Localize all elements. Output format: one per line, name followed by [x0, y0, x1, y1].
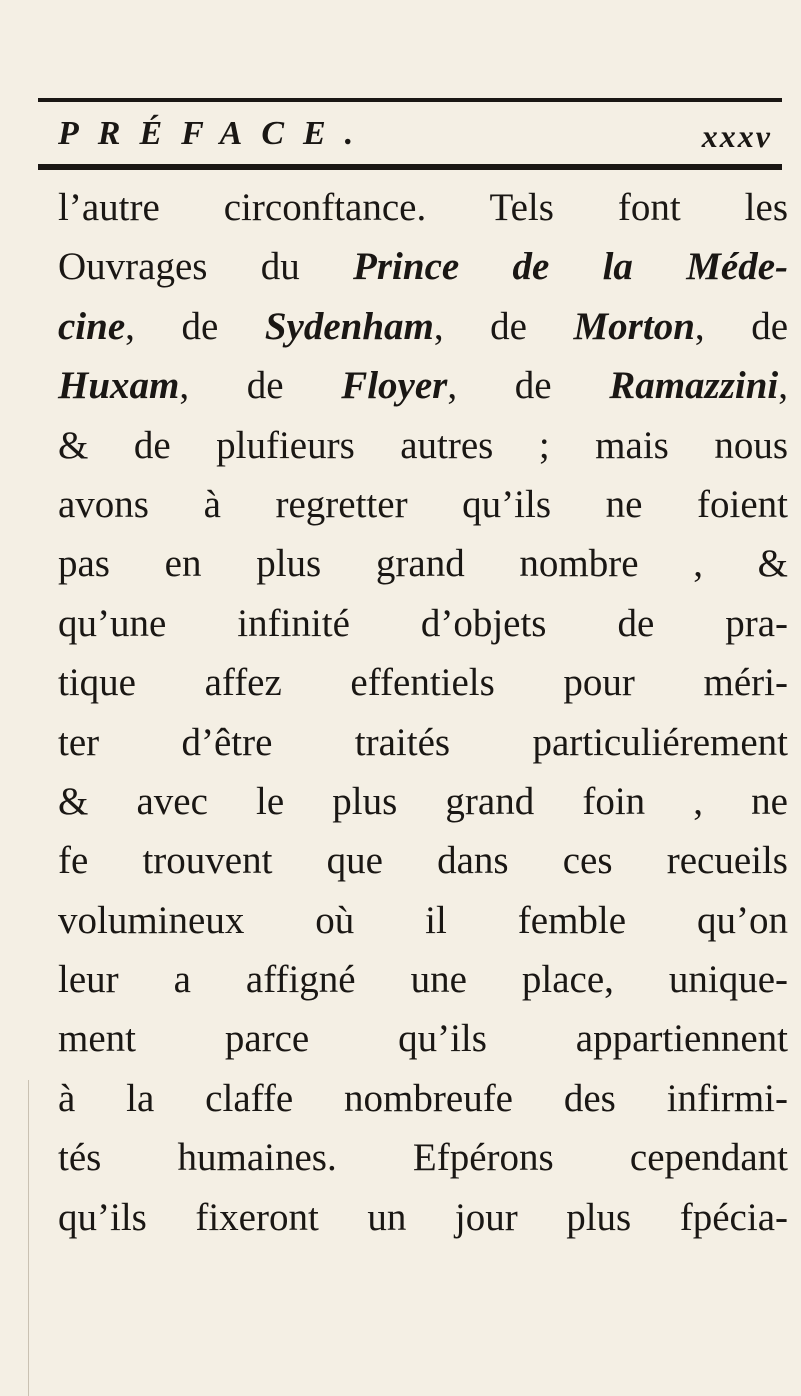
text-run: , de	[125, 304, 265, 348]
text-run: tique affez effentiels pour méri-	[58, 661, 788, 705]
text-run: l’autre circonftance. Tels font les	[58, 186, 788, 229]
text-run: ,	[778, 364, 789, 408]
italic-name: Ramazzini	[609, 364, 779, 408]
page-edge-shadow	[28, 1080, 29, 1396]
text-run: ment parce qu’ils appartiennent	[58, 1017, 788, 1061]
text-run: qu’ils fixeront un jour plus fpécia-	[58, 1195, 788, 1239]
header-rule-bottom	[38, 164, 782, 170]
running-head	[58, 108, 782, 160]
text-run: avons à regretter qu’ils ne foient	[58, 482, 788, 526]
text-run: , de	[433, 304, 574, 348]
text-line	[58, 891, 788, 950]
italic-name: Floyer	[341, 364, 448, 408]
text-line	[58, 1069, 788, 1128]
text-run: ter d’être traités particuliérement	[58, 720, 788, 764]
text-run: & de plufieurs autres ; mais nous	[58, 423, 788, 467]
text-line	[58, 534, 788, 593]
running-head-title: PRÉFACE.	[58, 115, 373, 152]
text-run: , de	[694, 304, 788, 348]
text-run: , de	[179, 364, 342, 408]
page-number: xxxv	[701, 118, 772, 154]
text-line	[58, 653, 788, 712]
text-line	[58, 713, 788, 772]
text-line	[58, 1128, 788, 1187]
text-line	[58, 594, 788, 653]
text-run: , de	[447, 364, 610, 408]
italic-name: Sydenham	[264, 304, 434, 348]
text-line	[58, 831, 788, 890]
text-run: volumineux où il femble qu’on	[58, 898, 788, 942]
text-run: tés humaines. Efpérons cependant	[58, 1136, 788, 1180]
text-line	[58, 1009, 788, 1068]
text-line	[58, 178, 788, 237]
text-run: qu’une infinité d’objets de pra-	[58, 601, 788, 645]
italic-name: Morton	[573, 304, 695, 348]
text-line	[58, 356, 788, 415]
text-run: fe trouvent que dans ces recueils	[58, 839, 788, 883]
text-run: & avec le plus grand foin , ne	[58, 779, 788, 823]
text-line	[58, 475, 788, 534]
italic-name: cine	[58, 304, 126, 348]
text-line	[58, 416, 788, 475]
text-line	[58, 1188, 788, 1247]
text-line	[58, 237, 788, 296]
text-run: leur a affigné une place, unique-	[58, 958, 788, 1002]
text-line	[58, 950, 788, 1009]
text-run: Ouvrages du	[58, 245, 354, 289]
text-line	[58, 297, 788, 356]
body-text	[58, 178, 788, 1247]
text-run: pas en plus grand nombre , &	[58, 542, 788, 586]
text-line	[58, 772, 788, 831]
header-rule-top	[38, 98, 782, 102]
text-run: à la claffe nombreufe des infirmi-	[58, 1076, 788, 1120]
italic-name: Huxam	[58, 364, 180, 408]
italic-name: Prince de la Méde-	[353, 245, 789, 289]
